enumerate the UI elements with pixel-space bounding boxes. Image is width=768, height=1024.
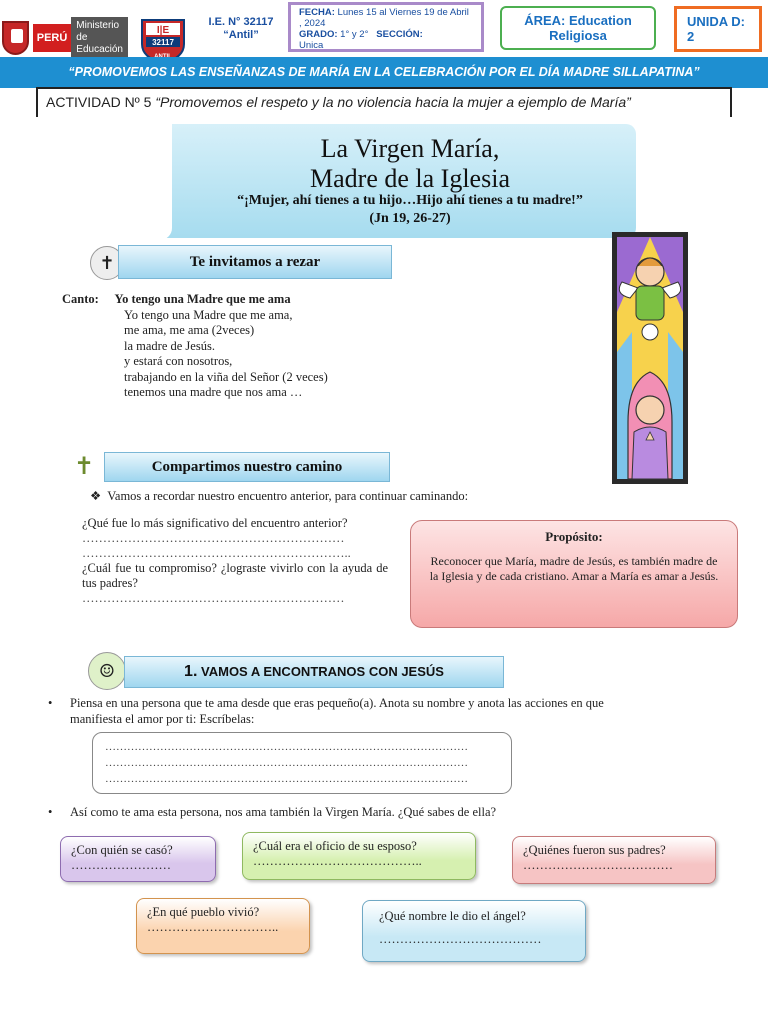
answer-line: ………………………….. [147, 920, 279, 934]
question-box-angel-name[interactable] [362, 900, 586, 962]
purpose-title: Propósito: [545, 529, 603, 544]
answer-box[interactable] [92, 732, 512, 794]
task-1-text: Piensa en una persona que te ama desde que eras pequeño(a). Anota su nombre y anota las acciones en que manifiesta el amor por ti: Escríbelas: [70, 696, 604, 726]
cross-figure-icon: ✝ [74, 452, 95, 480]
school-name: “Antil” [223, 29, 259, 41]
praying-person-icon: ✝ [90, 246, 124, 280]
question-text: ¿En qué pueblo vivió? [147, 905, 260, 919]
purpose-text: Reconocer que María, madre de Jesús, es también madre de la Iglesia y de cada cristiano. Amar a María es amar a Jesús. [429, 554, 719, 583]
answer-line: ……………………………………………………………………………………… [105, 757, 468, 769]
question-text: ¿Con quién se casó? [71, 843, 173, 857]
answer-line: ……………………………………………………….. [82, 546, 351, 560]
answer-line: ………………………………… [379, 932, 542, 946]
svg-text:32117: 32117 [152, 38, 174, 47]
song-line: la madre de Jesús. [124, 338, 215, 353]
fecha-value: Lunes 15 al Viernes 19 de Abril , 2024 [299, 7, 469, 29]
stained-glass-mary-illustration [612, 232, 688, 484]
quote-text: “¡Mujer, ahí tienes a tu hijo…Hijo ahí tienes a tu madre!” [237, 193, 583, 208]
camino-intro-text: Vamos a recordar nuestro encuentro anterior, para continuar caminando: [107, 489, 469, 503]
song-line: Yo tengo una Madre que me ama, [124, 307, 293, 322]
section-heading-encontrar [124, 656, 504, 688]
school-number: I.E. N° 32117 [208, 16, 274, 28]
bullet-icon: • [48, 805, 53, 819]
question-box-parents[interactable] [512, 836, 716, 884]
camino-intro [90, 488, 650, 504]
jesus-children-icon: ☺ [88, 652, 126, 690]
title-line-2: Madre de la Iglesia [310, 164, 510, 193]
answer-line: ……………………………………………………… [82, 531, 345, 545]
peru-shield-icon [2, 21, 29, 55]
question-text: ¿Quiénes fueron sus padres? [523, 843, 666, 857]
answer-line: …………………… [71, 858, 171, 872]
activity-text: “Promovemos el respeto y la no violencia hacia la mujer a ejemplo de María” [155, 94, 631, 110]
question-text: ¿Cuál era el oficio de su esposo? [253, 839, 417, 853]
ministerio-label: Ministerio de Educación [71, 17, 128, 59]
section-heading-camino: Compartimos nuestro camino [104, 452, 390, 482]
area-box: ÁREA: Education Religiosa [500, 6, 656, 50]
purpose-box [410, 520, 738, 628]
school-info [200, 16, 282, 42]
canto-title: Yo tengo una Madre que me ama [114, 292, 291, 306]
section-heading-text: VAMOS A ENCONTRANOS CON JESÚS [201, 664, 444, 679]
question-box-village[interactable] [136, 898, 310, 954]
diamond-bullet-icon: ❖ [90, 489, 102, 503]
bullet-icon: • [48, 696, 53, 710]
question-2: ¿Cuál fue tu compromiso? ¿lograste vivirlo con la ayuda de tus padres? [82, 561, 388, 590]
page-title [180, 134, 640, 194]
answer-line: ……………………………………………………………………………………… [105, 741, 468, 753]
seccion-value: Unica [299, 40, 324, 51]
question-1: ¿Qué fue lo más significativo del encuentro anterior? [82, 516, 348, 530]
peru-label: PERÚ [33, 24, 72, 52]
activity-title [36, 87, 732, 117]
grado-label: GRADO: [299, 29, 338, 40]
song-line: tenemos una madre que nos ama … [124, 385, 303, 399]
quote-reference: (Jn 19, 26-27) [369, 211, 451, 226]
seccion-label: SECCIÓN: [376, 29, 423, 40]
song-line: y estará con nosotros, [124, 354, 233, 368]
section-heading-rezar: Te invitamos a rezar [118, 245, 392, 279]
grado-value: 1° y 2° [340, 29, 369, 40]
fecha-label: FECHA: [299, 7, 335, 18]
song-block [62, 292, 422, 401]
song-line: trabajando en la viña del Señor (2 veces) [124, 369, 328, 384]
section-number: 1. [184, 663, 198, 680]
theme-banner: “PROMOVEMOS LAS ENSEÑANZAS DE MARÍA EN LA CELEBRACIÓN POR EL DÍA MADRE SILLAPATINA” [0, 57, 768, 88]
activity-label: ACTIVIDAD Nº 5 [46, 94, 152, 110]
title-banner-blank [0, 124, 172, 240]
song-line: me ama, me ama (2veces) [124, 323, 255, 337]
answer-line: ………………………………….. [253, 854, 422, 868]
answer-line: ……………………………………………………………………………………… [105, 773, 468, 785]
reflection-questions [82, 516, 388, 606]
answer-line: ……………………………… [523, 858, 673, 872]
canto-label: Canto: [62, 292, 99, 306]
question-box-spouse[interactable] [60, 836, 216, 882]
title-line-1: La Virgen María, [320, 134, 500, 163]
question-text: ¿Qué nombre le dio el ángel? [379, 909, 526, 923]
answer-line: ……………………………………………………… [82, 591, 345, 605]
date-grade-box [288, 2, 484, 52]
task-2-text: Así como te ama esta persona, nos ama también la Virgen María. ¿Qué sabes de ella? [70, 805, 497, 819]
unidad-box: UNIDA D: 2 [674, 6, 762, 52]
title-quote [180, 192, 640, 228]
svg-text:I|E: I|E [156, 25, 170, 36]
ministry-logo [2, 18, 128, 58]
question-box-occupation[interactable] [242, 832, 476, 880]
